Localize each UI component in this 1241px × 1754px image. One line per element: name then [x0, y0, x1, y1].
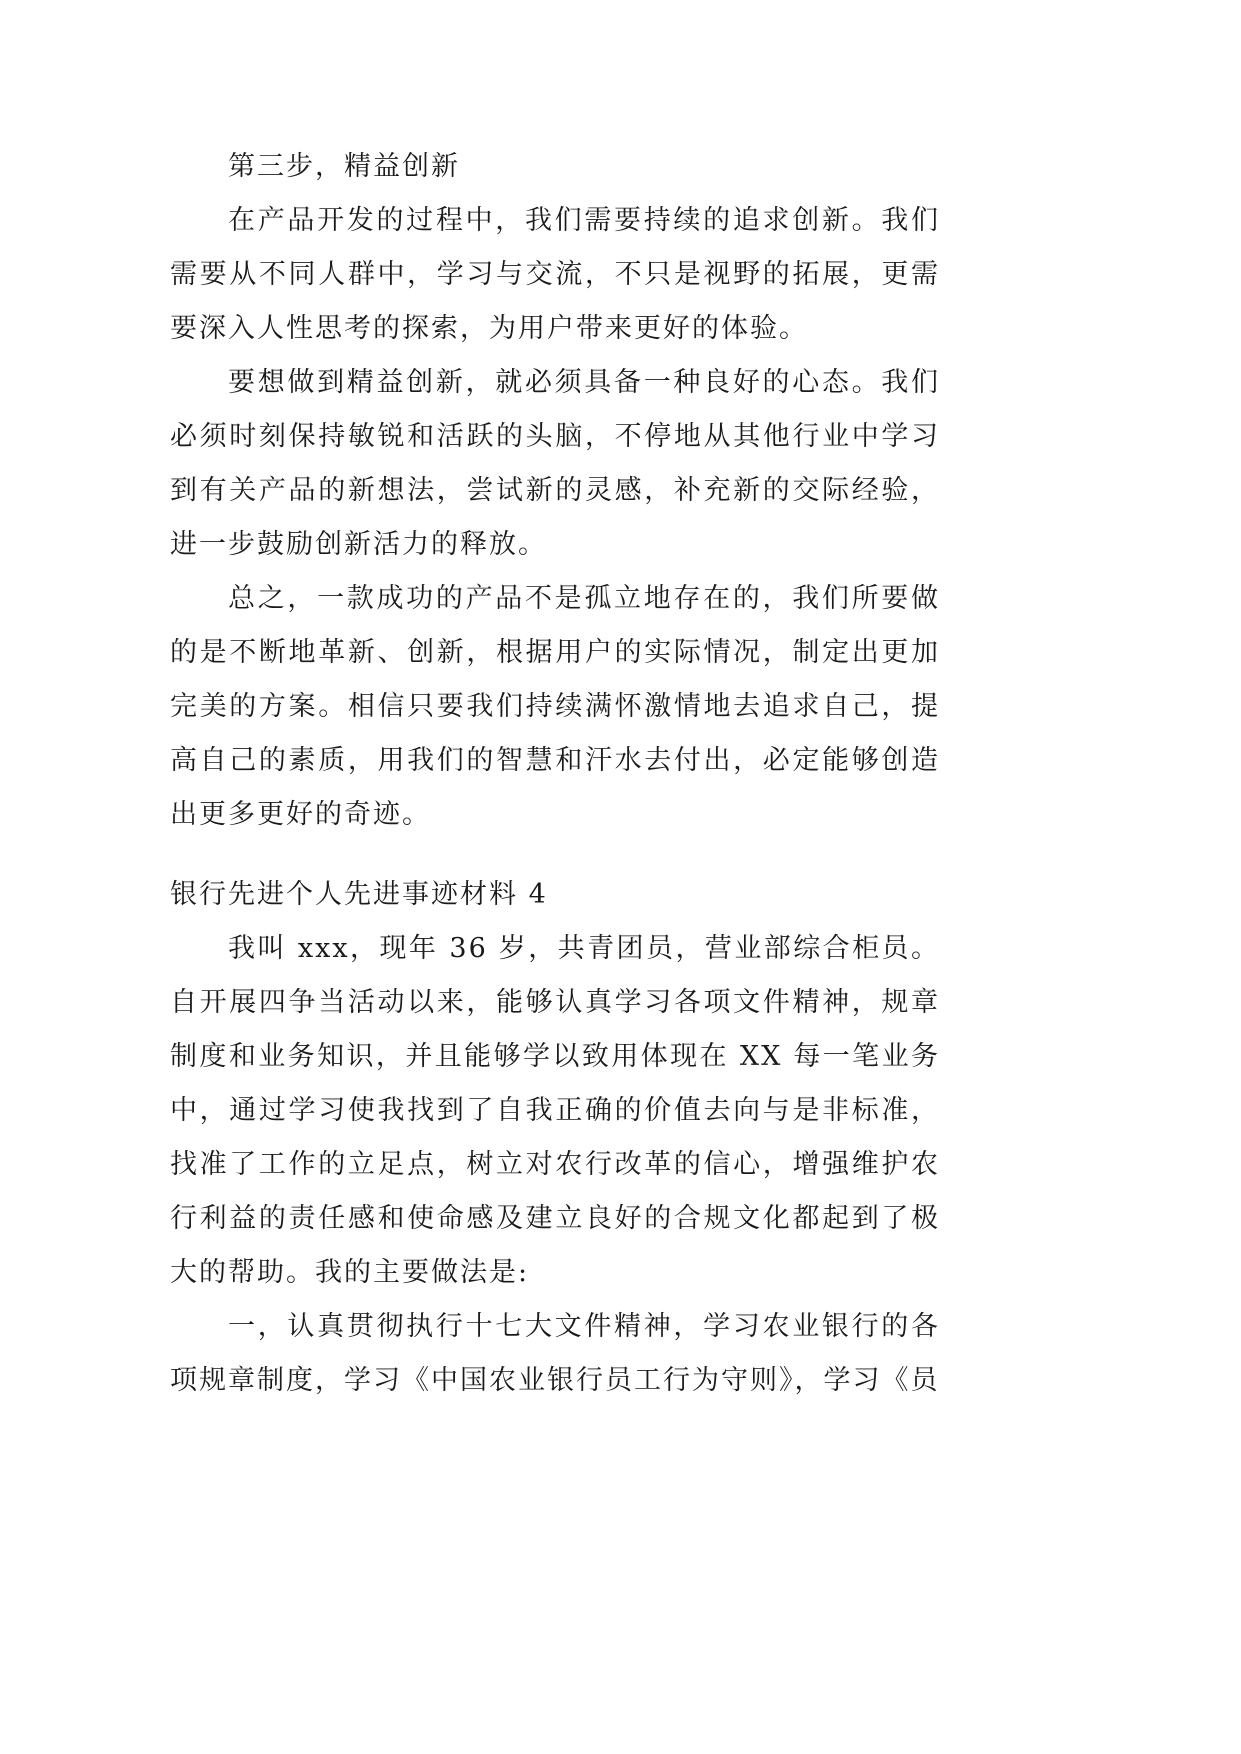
section4-paragraph-2: 一，认真贯彻执行十七大文件精神，学习农业银行的各项规章制度，学习《中国农业银行员工行为守则》，学习《员	[170, 1311, 940, 1396]
step3-paragraph-3: 总之，一款成功的产品不是孤立地存在的，我们所要做的是不断地革新、创新，根据用户的实际情况，制定出更加完美的方案。相信只要我们持续满怀激情地去追求自己，提高自己的素质，用我们的智慧和汗水去付出，必定能够创造出更多更好的奇迹。	[170, 583, 940, 830]
step3-paragraph-1: 在产品开发的过程中，我们需要持续的追求创新。我们需要从不同人群中，学习与交流，不只是视野的拓展，更需要深入人性思考的探索，为用户带来更好的体验。	[170, 205, 940, 344]
section4-paragraph-1: 我叫 xxx，现年 36 岁，共青团员，营业部综合柜员。自开展四争当活动以来，能够认真学习各项文件精神，规章制度和业务知识，并且能够学以致用体现在 XX 每一笔业务中，通过学习使我找到了自我正确的价值去向与是非标准，找准了工作的立足点，树立对农行改革的信心，增强维护农行利益的责任感和使命感及建立良好的合规文化都起到了极大的帮助。我的主要做法是:	[170, 933, 940, 1288]
step3-paragraph-2: 要想做到精益创新，就必须具备一种良好的心态。我们必须时刻保持敏锐和活跃的头脑，不停地从其他行业中学习到有关产品的新想法，尝试新的灵感，补充新的交际经验，进一步鼓励创新活力的释放。	[170, 367, 940, 560]
step3-heading: 第三步，精益创新	[228, 151, 460, 182]
section-title: 银行先进个人先进事迹材料 4	[170, 879, 548, 910]
